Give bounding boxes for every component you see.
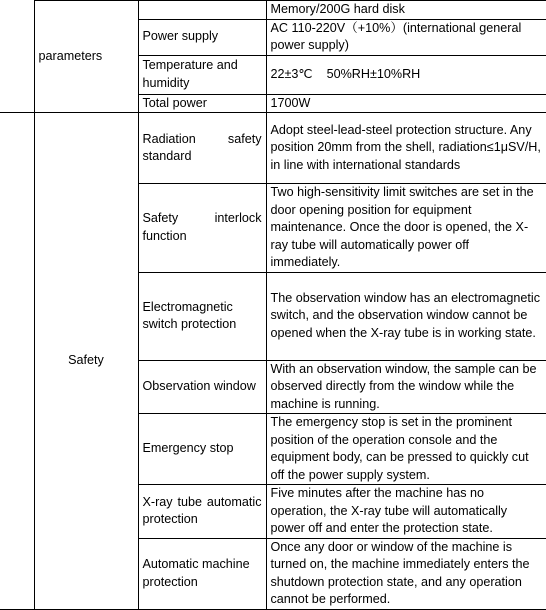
row-value-cell: The observation window has an electromagnetic switch, and the observation window cannot be opened when the X-ray tube is in working state.	[266, 272, 546, 360]
row-value-cell: Two high-sensitivity limit switches are set in the door opening position for equipment maintenance. Once the door is opened, the X-ray tube will automatically power off immediately.	[266, 184, 546, 273]
row-label-cell: X-ray tube automatic protection	[138, 485, 266, 539]
row-label-cell: Safety interlock function	[138, 184, 266, 273]
row-value-cell: With an observation window, the sample can be observed directly from the window while the machine is running.	[266, 360, 546, 414]
category-cell-parameters: parameters	[34, 1, 138, 113]
row-value-cell: Once any door or window of the machine is turned on, the machine immediately enters the shutdown protection state, and any operation cannot be performed.	[266, 538, 546, 609]
row-value-cell: The emergency stop is set in the prominent position of the operation console and the equipment body, can be pressed to quickly cut off the power supply system.	[266, 414, 546, 485]
row-value-cell: 22±3℃ 50%RH±10%RH	[266, 55, 546, 94]
row-value-cell: Memory/200G hard disk	[266, 1, 546, 20]
category-cell-safety: Safety	[34, 113, 138, 610]
row-value-cell: Five minutes after the machine has no operation, the X-ray tube will automatically power off and enter the protection state.	[266, 485, 546, 539]
row-label-cell: Radiation safety standard	[138, 113, 266, 184]
row-label-cell: Power supply	[138, 19, 266, 55]
row-value-cell: AC 110-220V（+10%）(international general power supply)	[266, 19, 546, 55]
row-label-cell: Electromagnetic switch protection	[138, 272, 266, 360]
row-value-cell: Adopt steel-lead-steel protection structure. Any position 20mm from the shell, radiation≤1μSV/H, in line with international standards	[266, 113, 546, 184]
row-value-cell: 1700W	[266, 94, 546, 113]
blank-cell	[0, 1, 34, 113]
row-label-cell: Observation window	[138, 360, 266, 414]
table-row	[0, 1, 546, 20]
row-label-cell: Emergency stop	[138, 414, 266, 485]
row-label-cell	[138, 1, 266, 20]
blank-cell	[0, 113, 34, 610]
row-label-cell: Automatic machine protection	[138, 538, 266, 609]
table-row	[0, 113, 546, 184]
row-label-cell: Total power	[138, 94, 266, 113]
row-label-cell: Temperature and humidity	[138, 55, 266, 94]
